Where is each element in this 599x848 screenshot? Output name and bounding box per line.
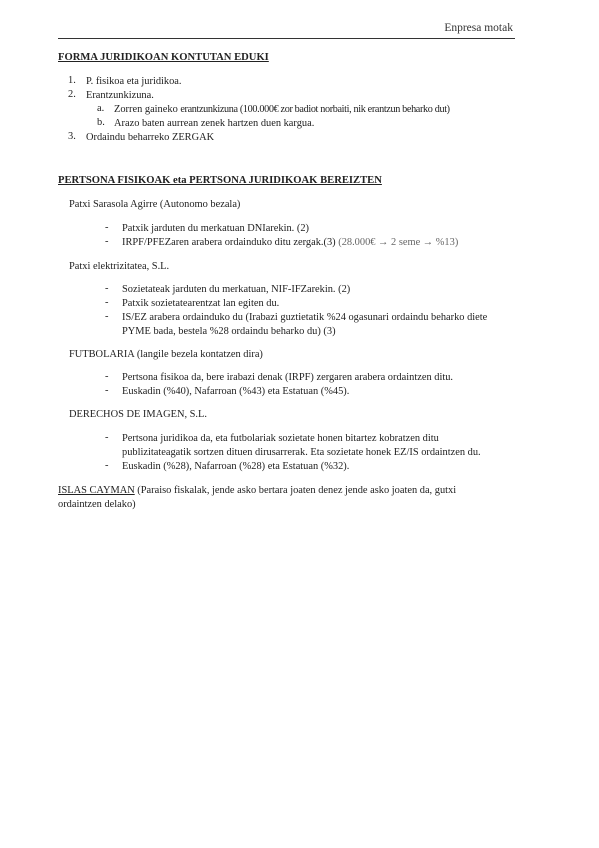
list-item	[114, 103, 450, 117]
entity-title: Patxi elektrizitatea, S.L.	[69, 261, 170, 272]
header-title: Enpresa motak	[444, 22, 513, 34]
bullet-text-note: (28.000€ → 2 seme → %13)	[338, 237, 459, 248]
dash-bullet: -	[105, 311, 109, 322]
list-number: 3.	[68, 131, 76, 142]
list-item: P. fisikoa eta juridikoa.	[86, 76, 182, 87]
list-letter: a.	[97, 103, 105, 114]
bullet-text: Patxik jarduten du merkatuan DNIarekin. (2)	[122, 223, 309, 234]
list-number: 1.	[68, 75, 76, 86]
dash-bullet: -	[105, 371, 109, 382]
list-item: Erantzunkizuna.	[86, 90, 154, 101]
list-number: 2.	[68, 89, 76, 100]
islas-paragraph	[58, 484, 456, 498]
dash-bullet: -	[105, 222, 109, 233]
islas-text: (Paraiso fiskalak, jende asko bertara joaten denez jende asko joaten da, gutxi	[134, 485, 457, 496]
list-item: Ordaindu beharreko ZERGAK	[86, 132, 215, 143]
bullet-text: Pertsona juridikoa da, eta futbolariak sozietate honen bitartez kobratzen ditu	[122, 433, 439, 444]
section1-heading: FORMA JURIDIKOAN KONTUTAN EDUKI	[58, 52, 269, 63]
list-item-text-narrow: erantzunkizuna (100.000€ zor badiot norbaiti, nik erantzun beharko dut)	[180, 104, 450, 115]
bullet-text-continued: PYME bada, bestela %28 ordaindu beharko du) (3)	[122, 326, 336, 337]
bullet-text	[122, 236, 458, 250]
section2-heading: PERTSONA FISIKOAK eta PERTSONA JURIDIKOAK BEREIZTEN	[58, 175, 382, 186]
dash-bullet: -	[105, 460, 109, 471]
dash-bullet: -	[105, 283, 109, 294]
bullet-text: Euskadin (%28), Nafarroan (%28) eta Estatuan (%32).	[122, 461, 350, 472]
dash-bullet: -	[105, 385, 109, 396]
entity-title: Patxi Sarasola Agirre (Autonomo bezala)	[69, 199, 241, 210]
bullet-text-continued: publizitateagatik sortzen dituen dirusarrerak. Eta sozietate honek EZ/IS ordaintzen du.	[122, 447, 481, 458]
list-item-text: Zorren gaineko	[114, 104, 181, 115]
bullet-text-main: IRPF/PFEZaren arabera ordainduko ditu zergak.(3)	[122, 237, 339, 248]
entity-title: FUTBOLARIA (langile bezela kontatzen dira)	[69, 349, 263, 360]
bullet-text: Patxik sozietatearentzat lan egiten du.	[122, 298, 280, 309]
entity-title: DERECHOS DE IMAGEN, S.L.	[69, 409, 207, 420]
bullet-text: IS/EZ arabera ordainduko du (Irabazi guztietatik %24 ogasunari ordaindu beharko diete	[122, 312, 488, 323]
islas-paragraph-continued: ordaintzen delako)	[58, 499, 136, 510]
dash-bullet: -	[105, 432, 109, 443]
header-rule	[58, 38, 515, 39]
dash-bullet: -	[105, 236, 109, 247]
dash-bullet: -	[105, 297, 109, 308]
list-item: Arazo baten aurrean zenek hartzen duen kargua.	[114, 118, 315, 129]
bullet-text: Sozietateak jarduten du merkatuan, NIF-IFZarekin. (2)	[122, 284, 351, 295]
bullet-text: Pertsona fisikoa da, bere irabazi denak (IRPF) zergaren arabera ordaintzen ditu.	[122, 372, 454, 383]
list-letter: b.	[97, 117, 105, 128]
bullet-text: Euskadin (%40), Nafarroan (%43) eta Estatuan (%45).	[122, 386, 350, 397]
islas-name: ISLAS CAYMAN	[58, 485, 135, 496]
